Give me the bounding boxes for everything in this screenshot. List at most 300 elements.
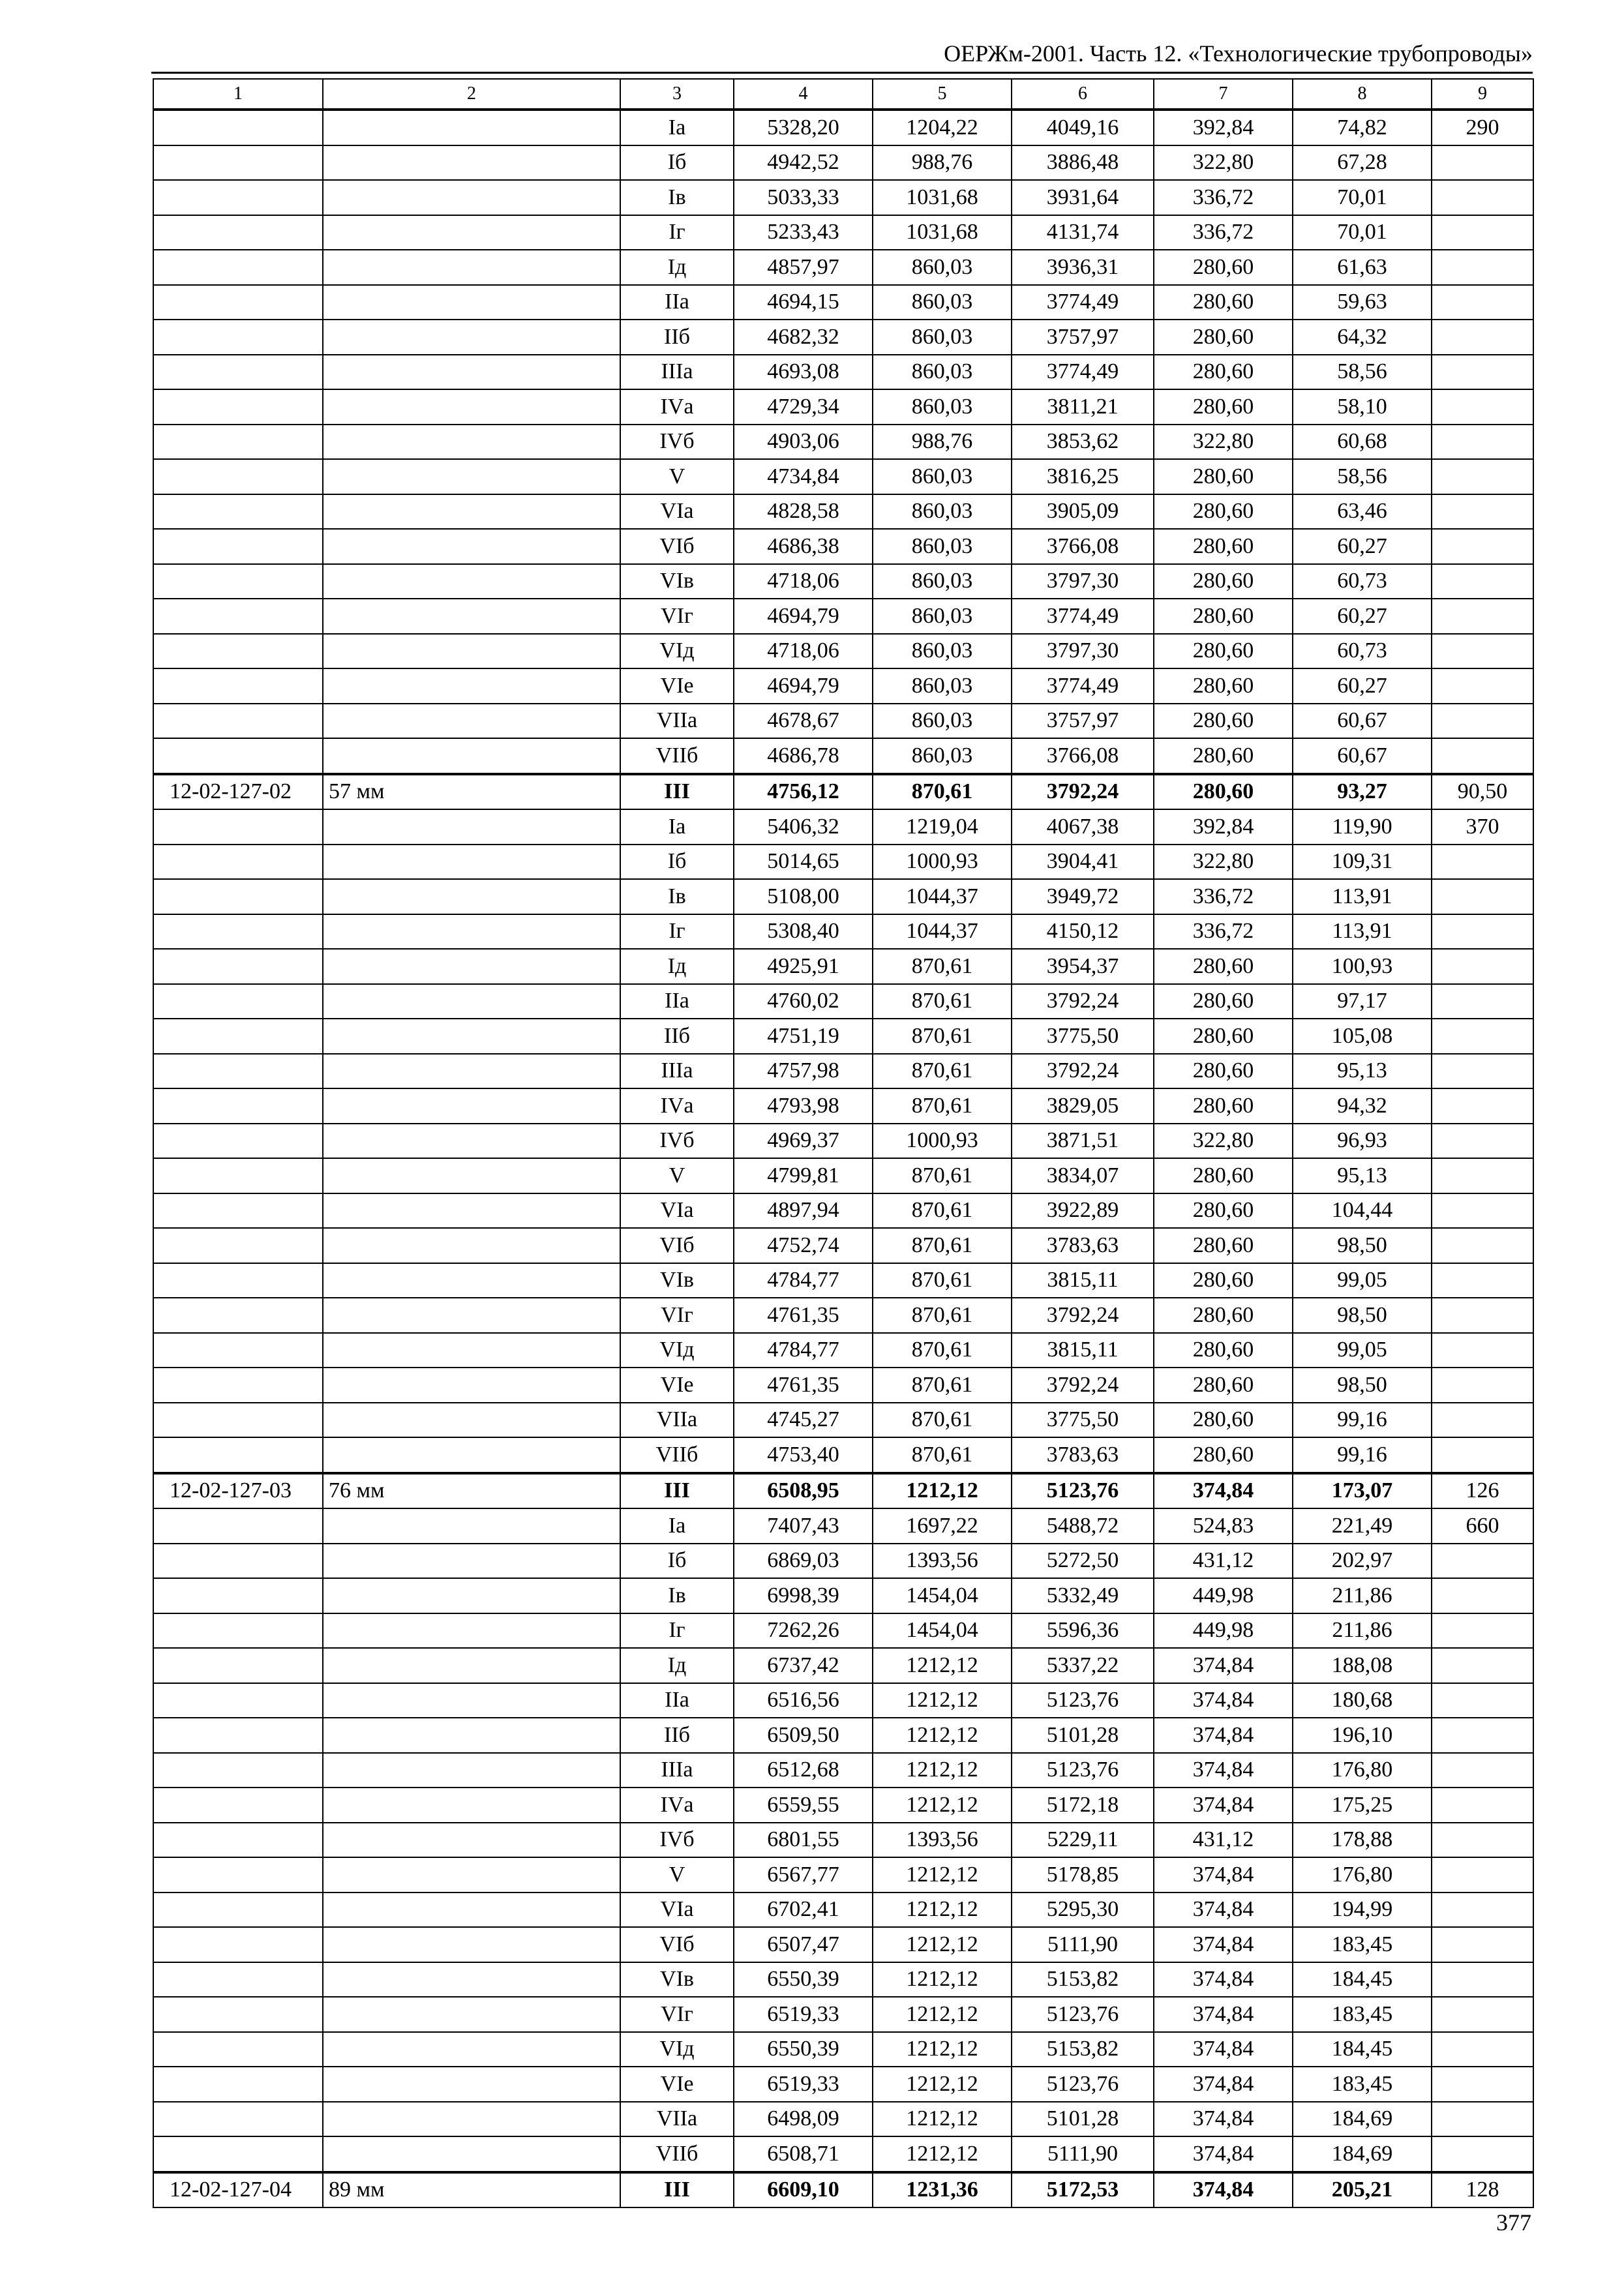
category-cell: III	[620, 1473, 734, 1509]
diameter-cell	[323, 668, 620, 704]
code-cell	[153, 914, 323, 950]
diameter-cell	[323, 529, 620, 564]
category-cell: Iв	[620, 1578, 734, 1613]
code-cell	[153, 1193, 323, 1229]
total-cost-cell: 4678,67	[734, 704, 873, 739]
materials-cost-cell: 5123,76	[1012, 1997, 1154, 2032]
labor-cost-cell: 1212,12	[873, 1997, 1012, 2032]
table-row	[153, 1927, 1533, 1962]
machines-cost-cell: 374,84	[1154, 1927, 1293, 1962]
machines-cost-cell: 374,84	[1154, 1648, 1293, 1683]
machines-cost-cell: 280,60	[1154, 738, 1293, 774]
total-cost-cell: 5328,20	[734, 110, 873, 145]
total-cost-cell: 4799,81	[734, 1158, 873, 1193]
labor-cost-cell: 870,61	[873, 1193, 1012, 1229]
wages-cell: 99,16	[1293, 1403, 1432, 1438]
code-cell	[153, 425, 323, 460]
materials-cost-cell: 3774,49	[1012, 285, 1154, 320]
category-cell: IIIа	[620, 1054, 734, 1089]
wages-cell: 60,73	[1293, 634, 1432, 669]
diameter-cell	[323, 494, 620, 530]
machines-cost-cell: 280,60	[1154, 564, 1293, 599]
diameter-cell	[323, 1437, 620, 1473]
mass-cell	[1432, 215, 1533, 250]
mass-cell	[1432, 704, 1533, 739]
machines-cost-cell: 280,60	[1154, 1403, 1293, 1438]
table-row	[153, 1857, 1533, 1893]
materials-cost-cell: 3792,24	[1012, 1054, 1154, 1089]
labor-cost-cell: 1212,12	[873, 2067, 1012, 2102]
labor-cost-cell: 860,03	[873, 494, 1012, 530]
labor-cost-cell: 870,61	[873, 1403, 1012, 1438]
category-cell: Iд	[620, 250, 734, 285]
machines-cost-cell: 280,60	[1154, 1298, 1293, 1333]
diameter-cell: 89 мм	[323, 2172, 620, 2208]
materials-cost-cell: 4131,74	[1012, 215, 1154, 250]
table-row	[153, 1613, 1533, 1649]
table-row	[153, 389, 1533, 425]
materials-cost-cell: 3792,24	[1012, 1298, 1154, 1333]
wages-cell: 109,31	[1293, 845, 1432, 880]
mass-cell	[1432, 2136, 1533, 2172]
labor-cost-cell: 1044,37	[873, 914, 1012, 950]
diameter-cell	[323, 1893, 620, 1928]
machines-cost-cell: 431,12	[1154, 1823, 1293, 1858]
labor-cost-cell: 870,61	[873, 1298, 1012, 1333]
mass-cell	[1432, 1823, 1533, 1858]
table-row	[153, 1193, 1533, 1229]
machines-cost-cell: 336,72	[1154, 914, 1293, 950]
labor-cost-cell: 1212,12	[873, 1962, 1012, 1997]
category-cell: VIе	[620, 668, 734, 704]
diameter-cell	[323, 879, 620, 914]
diameter-cell: 57 мм	[323, 774, 620, 810]
mass-cell	[1432, 1648, 1533, 1683]
mass-cell	[1432, 1718, 1533, 1753]
total-cost-cell: 5406,32	[734, 809, 873, 845]
column-number-8: 8	[1293, 79, 1432, 110]
materials-cost-cell: 3815,11	[1012, 1263, 1154, 1298]
category-cell: IIб	[620, 1718, 734, 1753]
category-cell: IIб	[620, 320, 734, 355]
labor-cost-cell: 870,61	[873, 1437, 1012, 1473]
wages-cell: 183,45	[1293, 1997, 1432, 2032]
table-row	[153, 1893, 1533, 1928]
diameter-cell	[323, 1019, 620, 1054]
materials-cost-cell: 3774,49	[1012, 668, 1154, 704]
materials-cost-cell: 4150,12	[1012, 914, 1154, 950]
diameter-cell	[323, 704, 620, 739]
table-row	[153, 1368, 1533, 1403]
diameter-cell	[323, 1962, 620, 1997]
materials-cost-cell: 5295,30	[1012, 1893, 1154, 1928]
category-cell: IVа	[620, 1788, 734, 1823]
total-cost-cell: 4753,40	[734, 1437, 873, 1473]
mass-cell	[1432, 2102, 1533, 2137]
wages-cell: 176,80	[1293, 1857, 1432, 1893]
mass-cell	[1432, 1333, 1533, 1368]
materials-cost-cell: 4067,38	[1012, 809, 1154, 845]
mass-cell	[1432, 494, 1533, 530]
materials-cost-cell: 3904,41	[1012, 845, 1154, 880]
mass-cell	[1432, 320, 1533, 355]
materials-cost-cell: 5172,53	[1012, 2172, 1154, 2208]
code-cell	[153, 1997, 323, 2032]
code-cell	[153, 564, 323, 599]
mass-cell: 290	[1432, 110, 1533, 145]
mass-cell	[1432, 1088, 1533, 1124]
materials-cost-cell: 3797,30	[1012, 634, 1154, 669]
labor-cost-cell: 860,03	[873, 459, 1012, 494]
diameter-cell	[323, 1544, 620, 1579]
category-cell: Iа	[620, 1508, 734, 1544]
code-cell	[153, 1124, 323, 1159]
wages-cell: 184,45	[1293, 1962, 1432, 1997]
machines-cost-cell: 374,84	[1154, 1962, 1293, 1997]
materials-cost-cell: 3774,49	[1012, 355, 1154, 390]
machines-cost-cell: 280,60	[1154, 1437, 1293, 1473]
labor-cost-cell: 988,76	[873, 145, 1012, 181]
category-cell: Iв	[620, 180, 734, 215]
machines-cost-cell: 280,60	[1154, 1368, 1293, 1403]
machines-cost-cell: 280,60	[1154, 634, 1293, 669]
category-cell: IVа	[620, 1088, 734, 1124]
page-number: 377	[1496, 2209, 1531, 2236]
labor-cost-cell: 1212,12	[873, 1473, 1012, 1509]
wages-cell: 205,21	[1293, 2172, 1432, 2208]
category-cell: IVб	[620, 425, 734, 460]
machines-cost-cell: 336,72	[1154, 215, 1293, 250]
category-cell: VIг	[620, 1298, 734, 1333]
wages-cell: 178,88	[1293, 1823, 1432, 1858]
mass-cell: 126	[1432, 1473, 1533, 1509]
table-row	[153, 529, 1533, 564]
code-cell	[153, 2102, 323, 2137]
category-cell: VIа	[620, 1893, 734, 1928]
total-cost-cell: 6550,39	[734, 1962, 873, 1997]
code-cell	[153, 389, 323, 425]
materials-cost-cell: 3834,07	[1012, 1158, 1154, 1193]
table-row	[153, 250, 1533, 285]
machines-cost-cell: 322,80	[1154, 845, 1293, 880]
total-cost-cell: 4686,38	[734, 529, 873, 564]
diameter-cell	[323, 1718, 620, 1753]
labor-cost-cell: 1454,04	[873, 1613, 1012, 1649]
total-cost-cell: 4828,58	[734, 494, 873, 530]
total-cost-cell: 6519,33	[734, 2067, 873, 2102]
mass-cell	[1432, 879, 1533, 914]
diameter-cell	[323, 1508, 620, 1544]
materials-cost-cell: 5123,76	[1012, 1683, 1154, 1718]
materials-cost-cell: 5272,50	[1012, 1544, 1154, 1579]
total-cost-cell: 6519,33	[734, 1997, 873, 2032]
mass-cell	[1432, 1544, 1533, 1579]
table-row	[153, 1648, 1533, 1683]
mass-cell	[1432, 1857, 1533, 1893]
wages-cell: 58,10	[1293, 389, 1432, 425]
wages-cell: 60,27	[1293, 599, 1432, 634]
materials-cost-cell: 5229,11	[1012, 1823, 1154, 1858]
column-number-4: 4	[734, 79, 873, 110]
code-cell: 12-02-127-04	[153, 2172, 323, 2208]
category-cell: VIIа	[620, 2102, 734, 2137]
running-header: ОЕРЖм-2001. Часть 12. «Технологические трубопроводы»	[944, 40, 1533, 67]
wages-cell: 119,90	[1293, 809, 1432, 845]
labor-cost-cell: 1212,12	[873, 1927, 1012, 1962]
total-cost-cell: 6737,42	[734, 1648, 873, 1683]
wages-cell: 221,49	[1293, 1508, 1432, 1544]
total-cost-cell: 4694,79	[734, 599, 873, 634]
column-number-9: 9	[1432, 79, 1533, 110]
total-cost-cell: 4903,06	[734, 425, 873, 460]
diameter-cell	[323, 845, 620, 880]
wages-cell: 60,27	[1293, 668, 1432, 704]
code-cell	[153, 2032, 323, 2067]
code-cell	[153, 1683, 323, 1718]
wages-cell: 104,44	[1293, 1193, 1432, 1229]
diameter-cell	[323, 355, 620, 390]
table-row	[153, 949, 1533, 984]
materials-cost-cell: 5153,82	[1012, 1962, 1154, 1997]
labor-cost-cell: 1000,93	[873, 1124, 1012, 1159]
category-cell: III	[620, 2172, 734, 2208]
labor-cost-cell: 988,76	[873, 425, 1012, 460]
machines-cost-cell: 322,80	[1154, 1124, 1293, 1159]
mass-cell	[1432, 1263, 1533, 1298]
mass-cell	[1432, 529, 1533, 564]
materials-cost-cell: 4049,16	[1012, 110, 1154, 145]
machines-cost-cell: 449,98	[1154, 1578, 1293, 1613]
total-cost-cell: 6512,68	[734, 1753, 873, 1788]
code-cell	[153, 2136, 323, 2172]
category-cell: IIIа	[620, 1753, 734, 1788]
machines-cost-cell: 280,60	[1154, 704, 1293, 739]
mass-cell	[1432, 914, 1533, 950]
machines-cost-cell: 280,60	[1154, 1263, 1293, 1298]
materials-cost-cell: 5337,22	[1012, 1648, 1154, 1683]
labor-cost-cell: 860,03	[873, 529, 1012, 564]
total-cost-cell: 4761,35	[734, 1298, 873, 1333]
table-row	[153, 1683, 1533, 1718]
mass-cell	[1432, 425, 1533, 460]
diameter-cell	[323, 1997, 620, 2032]
wages-cell: 202,97	[1293, 1544, 1432, 1579]
diameter-cell	[323, 914, 620, 950]
total-cost-cell: 4745,27	[734, 1403, 873, 1438]
category-cell: IIб	[620, 1019, 734, 1054]
category-cell: VIIб	[620, 2136, 734, 2172]
mass-cell	[1432, 738, 1533, 774]
total-cost-cell: 4793,98	[734, 1088, 873, 1124]
category-cell: VIа	[620, 1193, 734, 1229]
wages-cell: 173,07	[1293, 1473, 1432, 1509]
diameter-cell	[323, 634, 620, 669]
table-row	[153, 914, 1533, 950]
materials-cost-cell: 3815,11	[1012, 1333, 1154, 1368]
total-cost-cell: 6567,77	[734, 1857, 873, 1893]
table-row	[153, 1544, 1533, 1579]
code-cell	[153, 285, 323, 320]
machines-cost-cell: 280,60	[1154, 1019, 1293, 1054]
labor-cost-cell: 870,61	[873, 1263, 1012, 1298]
category-cell: VIг	[620, 599, 734, 634]
labor-cost-cell: 1212,12	[873, 1788, 1012, 1823]
machines-cost-cell: 280,60	[1154, 984, 1293, 1019]
machines-cost-cell: 280,60	[1154, 1228, 1293, 1263]
wages-cell: 99,05	[1293, 1263, 1432, 1298]
code-cell	[153, 1437, 323, 1473]
mass-cell	[1432, 459, 1533, 494]
code-cell	[153, 1648, 323, 1683]
machines-cost-cell: 374,84	[1154, 1683, 1293, 1718]
total-cost-cell: 6869,03	[734, 1544, 873, 1579]
labor-cost-cell: 1204,22	[873, 110, 1012, 145]
total-cost-cell: 6498,09	[734, 2102, 873, 2137]
diameter-cell	[323, 2102, 620, 2137]
code-cell	[153, 2067, 323, 2102]
labor-cost-cell: 1000,93	[873, 845, 1012, 880]
materials-cost-cell: 3774,49	[1012, 599, 1154, 634]
wages-cell: 184,45	[1293, 2032, 1432, 2067]
diameter-cell	[323, 1403, 620, 1438]
code-cell	[153, 355, 323, 390]
mass-cell	[1432, 564, 1533, 599]
category-cell: Iа	[620, 809, 734, 845]
category-cell: V	[620, 459, 734, 494]
column-number-2: 2	[323, 79, 620, 110]
code-cell	[153, 1578, 323, 1613]
labor-cost-cell: 870,61	[873, 774, 1012, 810]
category-cell: Iг	[620, 1613, 734, 1649]
machines-cost-cell: 280,60	[1154, 285, 1293, 320]
machines-cost-cell: 280,60	[1154, 1054, 1293, 1089]
materials-cost-cell: 5111,90	[1012, 1927, 1154, 1962]
mass-cell	[1432, 389, 1533, 425]
code-cell	[153, 250, 323, 285]
total-cost-cell: 6702,41	[734, 1893, 873, 1928]
labor-cost-cell: 1212,12	[873, 1718, 1012, 1753]
total-cost-cell: 5014,65	[734, 845, 873, 880]
diameter-cell	[323, 1613, 620, 1649]
machines-cost-cell: 280,60	[1154, 1158, 1293, 1193]
wages-cell: 67,28	[1293, 145, 1432, 181]
table-row	[153, 2067, 1533, 2102]
materials-cost-cell: 5153,82	[1012, 2032, 1154, 2067]
table-row	[153, 1088, 1533, 1124]
table-row	[153, 1788, 1533, 1823]
mass-cell	[1432, 1927, 1533, 1962]
wages-cell: 95,13	[1293, 1158, 1432, 1193]
total-cost-cell: 7262,26	[734, 1613, 873, 1649]
mass-cell	[1432, 668, 1533, 704]
total-cost-cell: 4969,37	[734, 1124, 873, 1159]
total-cost-cell: 4686,78	[734, 738, 873, 774]
machines-cost-cell: 374,84	[1154, 1893, 1293, 1928]
table-row	[153, 668, 1533, 704]
mass-cell	[1432, 1368, 1533, 1403]
diameter-cell	[323, 320, 620, 355]
code-cell	[153, 1054, 323, 1089]
mass-cell	[1432, 1962, 1533, 1997]
wages-cell: 194,99	[1293, 1893, 1432, 1928]
code-cell	[153, 1019, 323, 1054]
materials-cost-cell: 3757,97	[1012, 704, 1154, 739]
materials-cost-cell: 3853,62	[1012, 425, 1154, 460]
total-cost-cell: 6550,39	[734, 2032, 873, 2067]
materials-cost-cell: 5172,18	[1012, 1788, 1154, 1823]
column-number-5: 5	[873, 79, 1012, 110]
column-number-row	[153, 79, 1533, 110]
diameter-cell	[323, 1857, 620, 1893]
code-cell	[153, 1403, 323, 1438]
total-cost-cell: 6998,39	[734, 1578, 873, 1613]
table-row	[153, 704, 1533, 739]
code-cell	[153, 1823, 323, 1858]
category-cell: VIв	[620, 1263, 734, 1298]
diameter-cell	[323, 285, 620, 320]
table-row	[153, 1158, 1533, 1193]
wages-cell: 60,67	[1293, 738, 1432, 774]
labor-cost-cell: 1212,12	[873, 1753, 1012, 1788]
machines-cost-cell: 374,84	[1154, 1857, 1293, 1893]
materials-cost-cell: 3954,37	[1012, 949, 1154, 984]
machines-cost-cell: 336,72	[1154, 879, 1293, 914]
code-cell	[153, 494, 323, 530]
category-cell: V	[620, 1857, 734, 1893]
materials-cost-cell: 3931,64	[1012, 180, 1154, 215]
wages-cell: 98,50	[1293, 1368, 1432, 1403]
category-cell: Iд	[620, 1648, 734, 1683]
machines-cost-cell: 374,84	[1154, 2172, 1293, 2208]
diameter-cell	[323, 2032, 620, 2067]
wages-cell: 58,56	[1293, 459, 1432, 494]
wages-cell: 211,86	[1293, 1578, 1432, 1613]
table-row	[153, 774, 1533, 810]
labor-cost-cell: 860,03	[873, 389, 1012, 425]
total-cost-cell: 4694,79	[734, 668, 873, 704]
total-cost-cell: 4734,84	[734, 459, 873, 494]
diameter-cell	[323, 2067, 620, 2102]
machines-cost-cell: 374,84	[1154, 1473, 1293, 1509]
code-cell	[153, 1508, 323, 1544]
diameter-cell	[323, 1683, 620, 1718]
wages-cell: 176,80	[1293, 1753, 1432, 1788]
table-row	[153, 145, 1533, 181]
total-cost-cell: 6509,50	[734, 1718, 873, 1753]
wages-cell: 99,05	[1293, 1333, 1432, 1368]
total-cost-cell: 6609,10	[734, 2172, 873, 2208]
labor-cost-cell: 870,61	[873, 1333, 1012, 1368]
total-cost-cell: 4757,98	[734, 1054, 873, 1089]
total-cost-cell: 4729,34	[734, 389, 873, 425]
code-cell	[153, 1228, 323, 1263]
code-cell	[153, 668, 323, 704]
table-row	[153, 459, 1533, 494]
wages-cell: 94,32	[1293, 1088, 1432, 1124]
materials-cost-cell: 3797,30	[1012, 564, 1154, 599]
wages-cell: 188,08	[1293, 1648, 1432, 1683]
table-row	[153, 634, 1533, 669]
materials-cost-cell: 3949,72	[1012, 879, 1154, 914]
code-cell	[153, 1788, 323, 1823]
category-cell: VIд	[620, 1333, 734, 1368]
wages-cell: 70,01	[1293, 180, 1432, 215]
labor-cost-cell: 860,03	[873, 320, 1012, 355]
materials-cost-cell: 3792,24	[1012, 1368, 1154, 1403]
category-cell: Iв	[620, 879, 734, 914]
machines-cost-cell: 280,60	[1154, 949, 1293, 984]
machines-cost-cell: 374,84	[1154, 1788, 1293, 1823]
